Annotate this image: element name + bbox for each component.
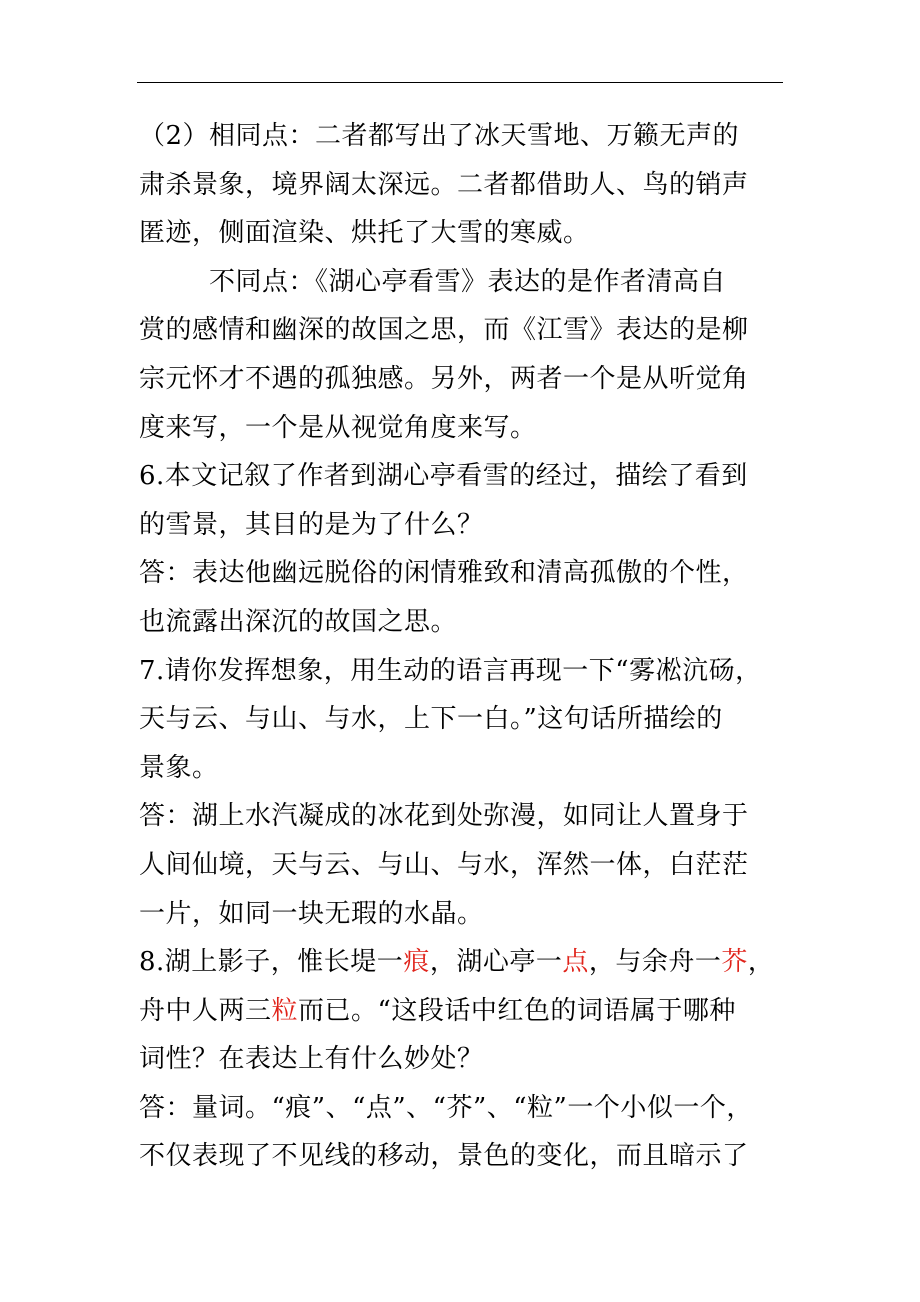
highlighted-word: 痕	[403, 947, 430, 978]
answer-6	[139, 549, 789, 646]
text-line: 6.本文记叙了作者到湖心亭看雪的经过，描绘了看到	[139, 461, 748, 492]
text-line: 答：表达他幽远脱俗的闲情雅致和清高孤傲的个性，	[139, 558, 749, 589]
answer-7	[139, 792, 789, 938]
text-segment: 舟中人两三	[139, 995, 272, 1026]
text-line: 答：量词。“痕”、“点”、“芥”、“粒”一个小似一个，	[139, 1092, 753, 1123]
text-line: 不同点：《湖心亭看雪》表达的是作者清高自	[209, 266, 727, 297]
answer-8	[139, 1084, 789, 1181]
text-line: 匿迹，侧面渲染、烘托了大雪的寒威。	[139, 218, 590, 249]
text-line: 景象。	[139, 752, 219, 783]
answer-5-similarities	[139, 112, 789, 258]
document-body	[139, 112, 789, 1181]
question-7	[139, 647, 789, 793]
text-segment: ，	[747, 947, 775, 978]
text-segment: ，湖心亭一	[429, 947, 563, 978]
highlighted-word: 芥	[721, 947, 748, 978]
highlighted-word: 点	[562, 947, 589, 978]
text-line: 答：湖上水汽凝成的冰花到处弥漫，如同让人置身于	[139, 801, 749, 832]
text-line: 7.请你发挥想象，用生动的语言再现一下“雾凇沆砀，	[139, 655, 762, 686]
text-line: 度来写，一个是从视觉角度来写。	[139, 412, 537, 443]
text-line: 的雪景，其目的是为了什么？	[139, 509, 484, 540]
text-line: 不仅表现了不见线的移动，景色的变化，而且暗示了	[139, 1141, 749, 1172]
text-line: 天与云、与山、与水，上下一白。”这句话所描绘的	[139, 704, 723, 735]
text-segment: ，与余舟一	[588, 947, 722, 978]
text-line: 肃杀景象，境界阔太深远。二者都借助人、鸟的销声	[139, 169, 749, 200]
header-rule	[137, 82, 783, 83]
answer-5-differences	[139, 258, 789, 452]
text-segment: 词性？在表达上有什么妙处？	[139, 1044, 484, 1075]
text-line: 也流露出深沉的故国之思。	[139, 606, 458, 637]
text-line: （2）相同点：二者都写出了冰天雪地、万籁无声的	[139, 121, 740, 151]
text-line: 宗元怀才不遇的孤独感。另外，两者一个是从听觉角	[139, 363, 749, 394]
text-line: 一片，如同一块无瑕的水晶。	[139, 898, 484, 929]
question-6	[139, 452, 789, 549]
highlighted-word: 粒	[271, 995, 299, 1026]
text-line: 人间仙境，天与云、与山、与水，浑然一体，白茫茫	[139, 849, 749, 880]
text-segment: 而已。“这段话中红色的词语属于哪种	[298, 995, 736, 1026]
text-segment: 8.湖上影子，惟长堤一	[139, 947, 404, 978]
question-8	[139, 938, 789, 1084]
text-line: 赏的感情和幽深的故国之思，而《江雪》表达的是柳	[139, 315, 749, 346]
